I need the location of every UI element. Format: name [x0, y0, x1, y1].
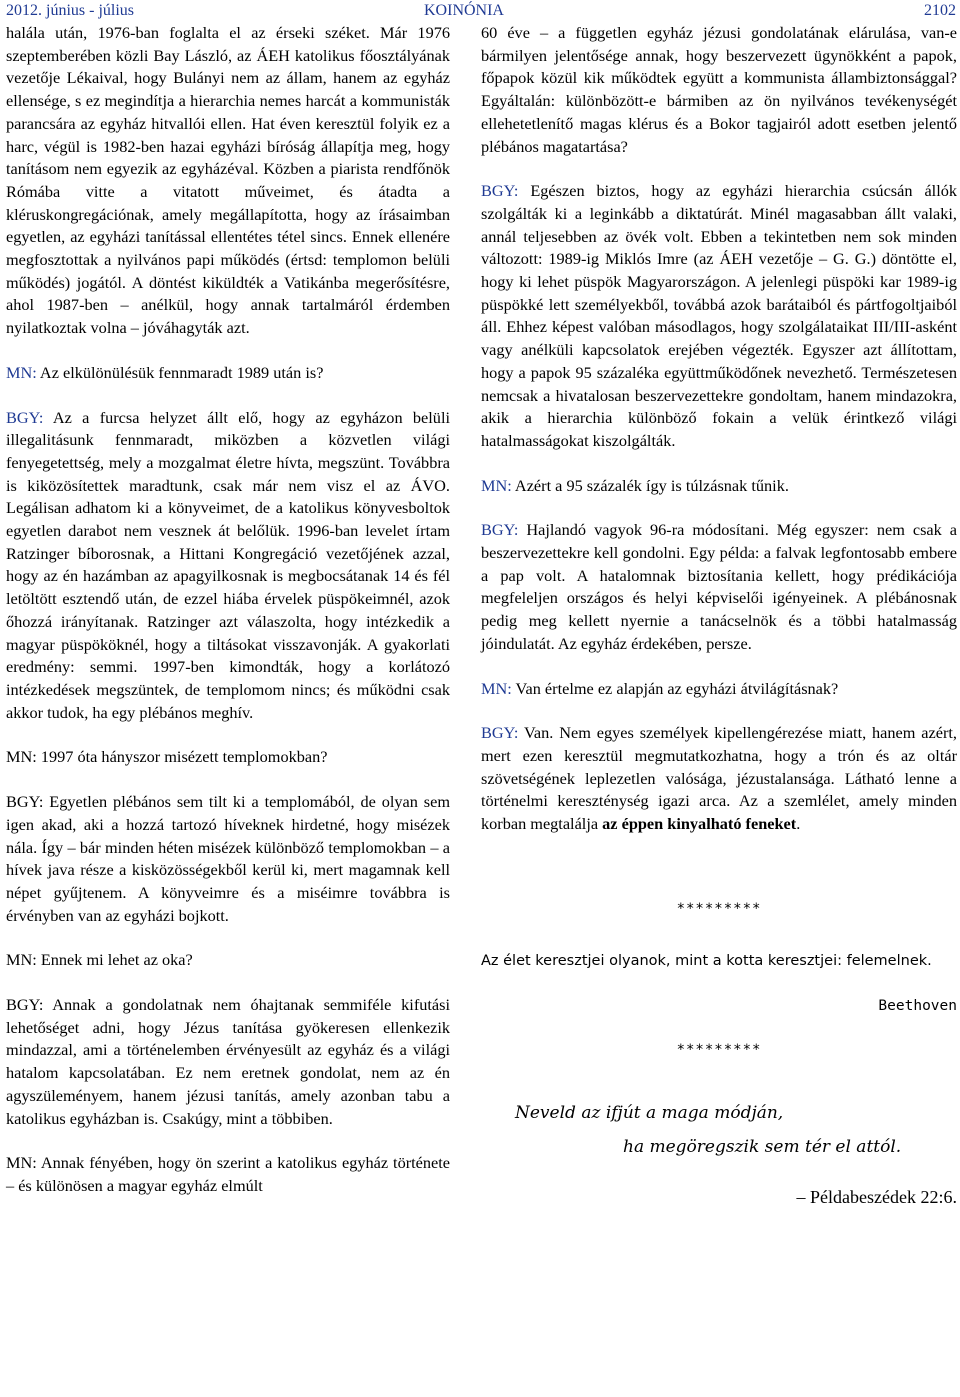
separator: *********	[676, 1042, 762, 1059]
quote-author: Beethoven	[878, 997, 957, 1014]
header-date: 2012. június - július	[6, 2, 135, 19]
poem-line: Neveld az ifjút a maga módján,	[515, 1102, 784, 1123]
right-column	[481, 22, 957, 1231]
proverb-reference: – Példabeszédek 22:6.	[796, 1186, 957, 1207]
speaker-label: MN:	[6, 950, 37, 970]
question: MN: Van értelme ez alapján az egyházi átvilágításnak?	[481, 678, 839, 698]
speaker-label: MN:	[6, 362, 37, 382]
speaker-label: MN:	[6, 1153, 37, 1173]
header-title: KOINÓNIA	[424, 2, 504, 19]
speaker-label: BGY:	[6, 995, 44, 1015]
poem	[481, 1096, 957, 1164]
speaker-label: BGY:	[481, 723, 519, 743]
question: MN: Az elkülönülésük fennmaradt 1989 után is?	[6, 362, 324, 382]
separator: *********	[676, 900, 762, 917]
left-column	[6, 22, 450, 1198]
question: MN: Azért a 95 százalék így is túlzásnak tűnik.	[481, 475, 789, 495]
emphasis: az éppen kinyalható feneket	[602, 814, 797, 834]
speaker-label: MN:	[481, 475, 512, 495]
page-header	[0, 0, 960, 22]
answer: BGY: Egészen biztos, hogy az egyházi hierarchia csúcsán állók szolgálták ki a leginkább a diktatúrát. Minél magasabban állt valaki, annál teljesebben az övék volt. Ebben a tekintetben nem sok minden változott: 1989-ig Miklós Imre (az ÁEH vezetője – G. G.) döntötte el, hogy ki lehet püspök Magyarországon. A jelenlegi püspöki kar 1989-ig püspökké lett személyekből, továbbá azok barátaiból és pártfogoltjaiból áll. Ehhez képest valóban másodlagos, hogy szolgálataikat III/III-asként vagy anélküli kapcsolatok erejében végezték. Egyszer azt állítottam, hogy a papok 95 százaléka együttműködőnek nevezhető. Természetesen nemcsak a hivatalosan beszervezettekre gondoltam, hanem mindazokra, akik a hierarchia különböző fokain a velük érintkező világi hatalmasságokat kiszolgálták.	[481, 181, 957, 450]
speaker-label: BGY:	[6, 407, 44, 427]
answer: BGY: Hajlandó vagyok 96-ra módosítani. Még egyszer: nem csak a beszervezettekre kell gondolni. Egy példa: a falvak legfontosabb embere a pap volt. A hatalomnak biztosítania kellett, hogy prédikációja megfeleljen országos és helyi képviselői igényeinek. A plébánosnak pedig meg kellett nyernie a tanácselnök és a többi hatalmasság jóindulatát. Az egyház érdekében, persze.	[481, 520, 957, 653]
speaker-label: MN:	[481, 678, 512, 698]
answer: BGY: Egyetlen plébános sem tilt ki a templomából, de olyan sem igen akad, aki a hozzá tartozó híveknek hirdetné, hogy misézek nála. Így – bár minden héten misézek különböző templomokban – a hívek java része a kisközösségekből kerül ki, mert magamnak kell népet gyűjtenem. A könyveimre és a miséimre továbbra is érvényben van az egyházi bojkott.	[6, 792, 450, 925]
speaker-label: BGY:	[481, 520, 519, 540]
header-page-number: 2102	[924, 2, 956, 19]
question: MN: Ennek mi lehet az oka?	[6, 950, 193, 970]
question: MN: Annak fényében, hogy ön szerint a katolikus egyház története – és különösen a magyar egyház elmúlt	[6, 1153, 450, 1195]
answer: BGY: Van. Nem egyes személyek kipellengérezése miatt, hanem azért, mert ezen keresztül megmutatkozhatna, hogy a trón és az oltár szövetségének leplezetlen valósága, jézustalansága. Látható lenne a történelmi kereszténység igazi arca. Az a szemlélet, amely minden korban megtalálja az éppen kinyalható feneket.	[481, 723, 957, 834]
quote-text: Az élet keresztjei olyanok, mint a kotta keresztjei: felemelnek.	[481, 952, 932, 969]
answer: BGY: Az a furcsa helyzet állt elő, hogy az egyházon belüli illegalitásunk fennmaradt, miközben a közvetlen világi fenyegetettség, mely a mozgalmat életre hívta, megszünt. Továbbra is kiközösítettek maradtunk, csak már nem visz el az ÁVO. Legálisan adhatom ki a könyveimet, de a katolikus könyvesboltok egyetlen darabot nem vesznek át belőlük. 1996-ban levelet írtam Ratzinger bíborosnak, a Hittani Kongregáció vezetőjének azzal, hogy az én hazámban az apagyilkosnak is megbocsátanak 14 és fél letöltött esztendő után, de ezzel hiába érvelek püspökeimnél, azok őhozzá irányítanak. Ratzinger azt válaszolta, hogy intézkedik a magyar püspököknél, hogy a tiltásokat visszavonják. A gyakorlati eredmény: semmi. 1997-ben kimondták, hogy a korlátozó intézkedések megszüntek, de templomom nincs; és működni csak akkor tudok, ha egy plébános meghív.	[6, 407, 450, 722]
speaker-label: BGY:	[481, 181, 519, 201]
speaker-label: MN:	[6, 747, 37, 767]
question: MN: 1997 óta hányszor misézett templomokban?	[6, 747, 328, 767]
paragraph: 60 éve – a független egyház jézusi gondolatának elárulása, van-e bármilyen jelentősége annak, hogy beszervezett ügynökként a papok, főpapok közül kik működtek együtt a kommunista állambiztonsággal? Egyáltalán: különbözött-e bármiben az ön nyilvános tevékenységét ellehetetlenítő magas klérus és a Bokor tagjairól adott esetben jelentő plébános magatartása?	[481, 23, 957, 156]
speaker-label: BGY:	[6, 792, 44, 812]
answer: BGY: Annak a gondolatnak nem óhajtanak semmiféle kifutási lehetőséget adni, hogy Jézus tanítása gyökeresen ellenkezik mindazzal, ami a történelemben érvényesült az egyház és a világi hatalom kapcsolatában. Ez nem eretnek gondolat, nem az én agyszüleményem, hanem jézusi tanítás, amely azonban tabu a katolikus egyházban is. Csakúgy, mint a többiben.	[6, 995, 450, 1128]
paragraph: halála után, 1976-ban foglalta el az érseki széket. Már 1976 szeptemberében közli Bay László, az ÁEH katolikus főosztályának vezetője Lékaival, hogy Bulányi nem az állam, hanem az egyház ellensége, s ez megindítja a hierarchia nemes harcát a kommunisták parancsára az egyház hitvallói ellen. Hat éven keresztül folyik ez a harc, végül is 1982-ben hazai egyházi bíróság állapítja meg, hogy tanításom nem egyezik az egyházéval. Közben a piarista rendfőnök Rómába vitte a vitatott műveimet, és átadta a kléruskongregációnak, amely megállapította, hogy az írásaimban egyetlen, az egyházi tanítással ellentétes tétel sincs. Ennek ellenére megfosztottak a nyilvános papi működés (értsd: templomon belüli működés) jogától. A döntést kiküldték a Vatikánba megerősítésre, ahol 1987-ben – anélkül, hogy annak tartalmáról érdemben nyilatkoztak volna – jóváhagyták azt.	[6, 23, 450, 338]
poem-line: ha megöregszik sem tér el attól.	[623, 1136, 902, 1157]
